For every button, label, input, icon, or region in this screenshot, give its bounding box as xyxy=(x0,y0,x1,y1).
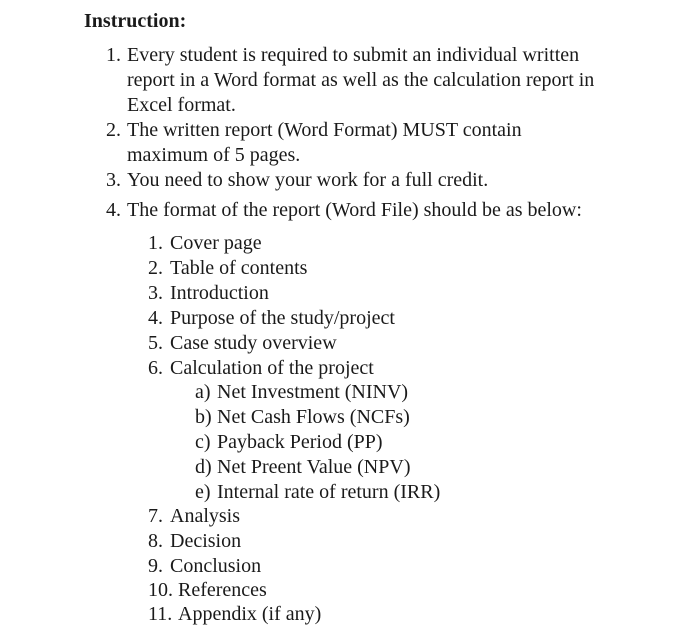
report-section-number: 11. xyxy=(148,603,173,625)
instruction-text: The format of the report (Word File) should be as below: xyxy=(127,199,582,221)
instruction-item-1 xyxy=(106,43,579,68)
report-section-item xyxy=(148,529,241,554)
instruction-number: 3. xyxy=(106,169,121,191)
calculation-subitem-text: Net Investment (NINV) xyxy=(217,381,409,403)
instruction-number: 2. xyxy=(106,119,121,141)
report-section-number: 4. xyxy=(148,307,163,329)
report-section-text: Introduction xyxy=(170,282,269,304)
report-section-item xyxy=(148,578,267,603)
report-section-number: 6. xyxy=(148,357,163,379)
calculation-subitem-letter: a) xyxy=(195,381,211,403)
report-section-number: 5. xyxy=(148,332,163,354)
report-section-number: 7. xyxy=(148,505,163,527)
calculation-subitem-text: Payback Period (PP) xyxy=(217,431,383,453)
calculation-subitem-letter: b) xyxy=(195,406,212,428)
instruction-text-continued: report in a Word format as well as the calculation report in xyxy=(127,69,595,91)
report-section-item xyxy=(148,356,374,381)
report-section-number: 8. xyxy=(148,530,163,552)
calculation-subitem xyxy=(195,405,410,430)
instruction-number: 1. xyxy=(106,44,121,66)
instruction-heading: Instruction: xyxy=(84,10,187,32)
report-section-number: 9. xyxy=(148,555,163,577)
report-section-item xyxy=(148,554,261,579)
report-section-text: Cover page xyxy=(170,232,262,254)
report-section-text: Calculation of the project xyxy=(170,357,374,379)
report-section-item xyxy=(148,504,240,529)
report-section-item xyxy=(148,256,307,281)
calculation-subitem xyxy=(195,480,440,505)
report-section-item xyxy=(148,602,321,627)
report-section-number: 1. xyxy=(148,232,163,254)
report-section-item xyxy=(148,306,395,331)
report-section-number: 3. xyxy=(148,282,163,304)
calculation-subitem xyxy=(195,430,383,455)
report-section-text: Table of contents xyxy=(170,257,308,279)
instruction-item-3 xyxy=(106,168,488,193)
instruction-text-continued: maximum of 5 pages. xyxy=(127,144,301,166)
report-section-number: 2. xyxy=(148,257,163,279)
calculation-subitem-text: Net Cash Flows (NCFs) xyxy=(217,406,410,428)
report-section-item xyxy=(148,331,337,356)
report-section-text: Appendix (if any) xyxy=(178,603,322,625)
instruction-text: The written report (Word Format) MUST contain xyxy=(127,119,522,141)
report-section-number: 10. xyxy=(148,579,173,601)
report-section-text: Case study overview xyxy=(170,332,337,354)
report-section-text: Conclusion xyxy=(170,555,262,577)
calculation-subitem-letter: c) xyxy=(195,431,211,453)
calculation-subitem-text: Net Preent Value (NPV) xyxy=(217,456,411,478)
calculation-subitem xyxy=(195,455,410,480)
report-section-text: Decision xyxy=(170,530,242,552)
instruction-number: 4. xyxy=(106,199,121,221)
report-section-text: References xyxy=(178,579,267,601)
report-section-text: Analysis xyxy=(170,505,240,527)
report-section-item xyxy=(148,281,269,306)
calculation-subitem xyxy=(195,380,408,405)
instruction-text: You need to show your work for a full credit. xyxy=(127,169,489,191)
calculation-subitem-text: Internal rate of return (IRR) xyxy=(217,481,441,503)
instruction-item-2 xyxy=(106,118,522,143)
instruction-text-continued: Excel format. xyxy=(127,94,236,116)
instruction-item-4 xyxy=(106,198,582,223)
calculation-subitem-letter: e) xyxy=(195,481,211,503)
report-section-text: Purpose of the study/project xyxy=(170,307,395,329)
instruction-text: Every student is required to submit an individual written xyxy=(127,44,580,66)
report-section-item xyxy=(148,231,262,256)
calculation-subitem-letter: d) xyxy=(195,456,212,478)
